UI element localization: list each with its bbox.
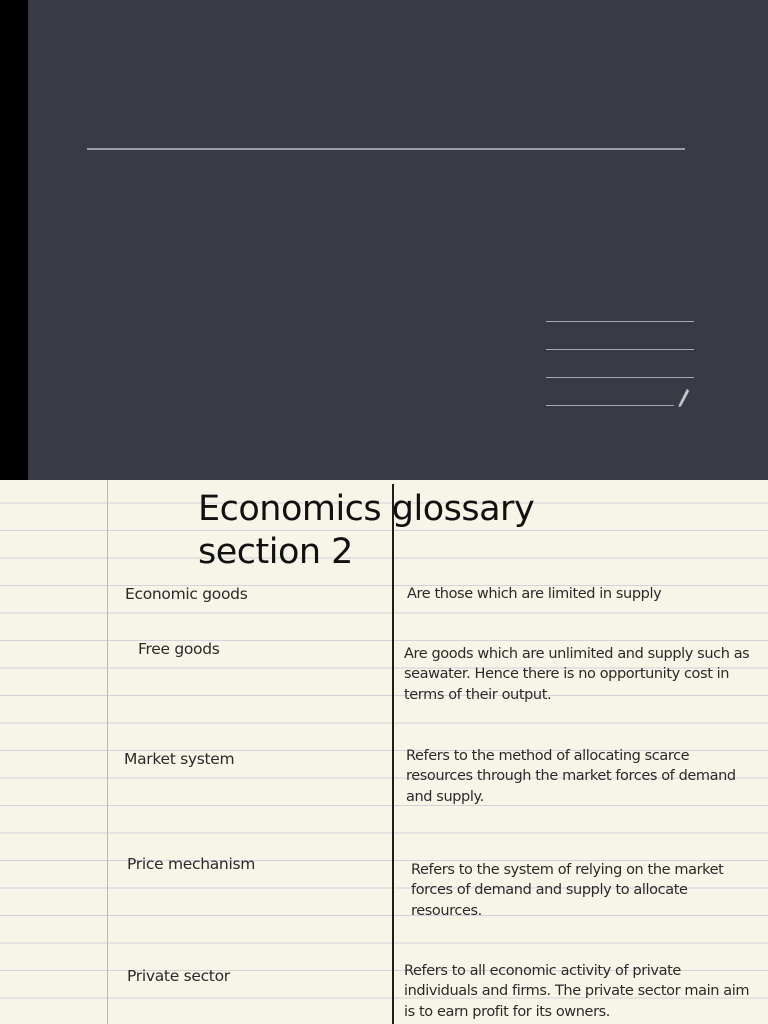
page-title: [198, 488, 598, 574]
glossary-definition: Refers to all economic activity of private individuals and firms. The private sector main aim is to earn profit for its owners.: [404, 963, 750, 1020]
glossary-term: Private sector: [127, 967, 230, 985]
notebook-page: [0, 480, 768, 1024]
page-title-line-1: Economics glossary: [198, 489, 535, 529]
glossary-term: Economic goods: [125, 585, 248, 603]
notebook-spine: [0, 0, 28, 480]
page-title-line-2: section 2: [198, 532, 353, 572]
glossary-definition: Are those which are limited in supply: [407, 586, 662, 602]
cover-info-line-1: [546, 321, 694, 322]
cover-info-line-3: [546, 377, 694, 378]
cover-info-line-2: [546, 349, 694, 350]
glossary-definition: Refers to the system of relying on the market forces of demand and supply to allocate resources.: [411, 862, 724, 919]
glossary-term: Free goods: [138, 640, 220, 658]
cover-title-line: [87, 148, 685, 150]
pencil-icon[interactable]: [676, 388, 690, 410]
glossary-term: Market system: [124, 750, 235, 768]
glossary-term: Price mechanism: [127, 855, 256, 873]
margin-line: [107, 480, 108, 1024]
cover-info-line-4: [546, 405, 674, 406]
glossary-definition: Are goods which are unlimited and supply such as seawater. Hence there is no opportunity cost in terms of their output.: [404, 646, 750, 703]
glossary-definition: Refers to the method of allocating scarce resources through the market forces of demand and supply.: [406, 748, 736, 805]
notebook-cover[interactable]: [28, 0, 768, 480]
